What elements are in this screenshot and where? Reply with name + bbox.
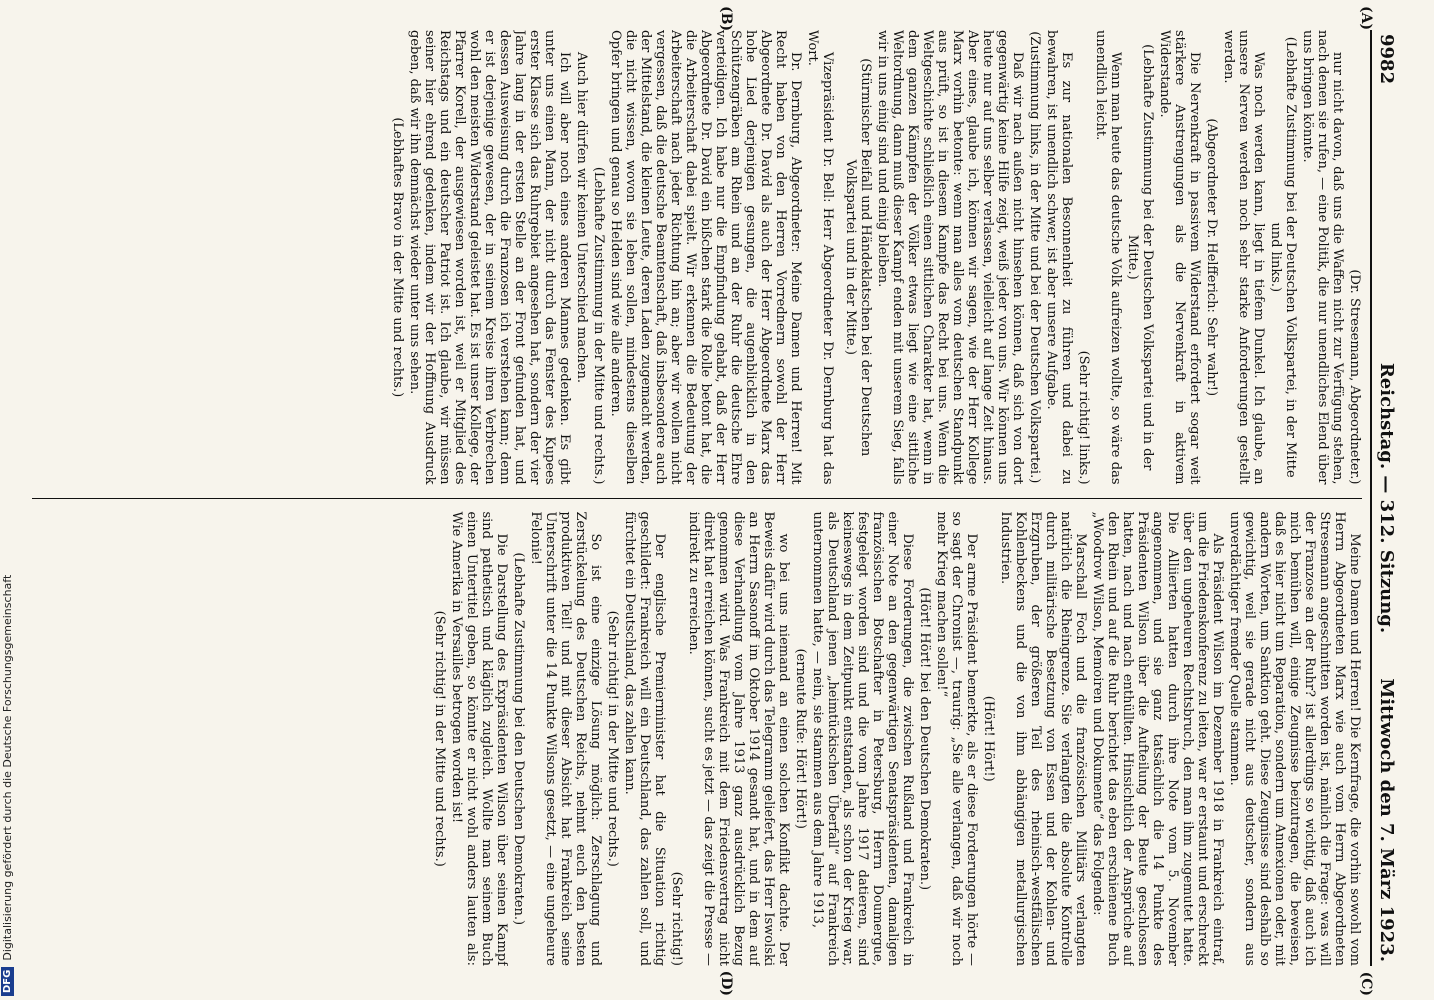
- paragraph: Marschall Foch und die französischen Militärs verlangten natürlich die Rheingrenze. Sie verlangten die absolute Kontrolle durch militärische Besetzung von Essen und der Kohlen- und Erzgruben, der größeren Teil des rheinisch-westfälischen Kohlenbeckens und die von ihm abhängigen metallurgischen Industrien.: [998, 511, 1088, 966]
- paragraph: Die Nervenkraft in passivem Widerstand erfordert sogar weit stärkere Anstrengungen als die Nervenkraft in aktivem Widerstande.: [1157, 30, 1202, 485]
- paragraph: Diese Forderungen, die zwischen Rußland und Frankreich in einer Note an den gegenwärtigen Senatspräsidenten, damaligen französischen Botschafter in Petersburg, Herrn Doumergue, festgelegt worden sind und die vom Jahre 1917 datieren, sind keineswegs in dem Zeitpunkt entstanden, als schon der Krieg war, als Deutschland jenen „heimtückischen Überfall“ auf Frankreich unternommen hatte, — nein, sie stammen aus dem Jahre 1913,: [810, 511, 915, 966]
- paragraph: Ich will aber noch eines anderen Mannes gedenken. Es gibt unter uns einen Mann, der nicht durch das Fenster des Kupees erster Klasse sich das Ruhrgebiet angesehen hat, sondern der vier Jahre lang in der ersten Stelle an der Front gefunden hat, und dessen Ausweisung durch die Franzosen ich verstehen kann; denn er ist derjenige gewesen, der in seinem Kreise ihren Verbrechen wohl den meisten Widerstand geleistet hat. Es ist unser Kollege, der Pfarrer Korell, der ausgewiesen worden ist, weil er Mitglied des Reichstags und ein deutscher Patriot ist. Ich glaube, wir müssen seiner hier ehrend gedenken, indem wir der Hoffnung Ausdruck geben, daß wir ihn demnächst wieder unter uns sehen.: [407, 30, 572, 485]
- page-header: [1370, 30, 1404, 966]
- right-column: [32, 511, 1362, 966]
- margin-marker-c: (C): [1358, 971, 1374, 996]
- text-columns: [32, 30, 1362, 966]
- paragraph: (Zustimmung links, in der Mitte und bei der Deutschen Volkspartei.): [1027, 31, 1042, 484]
- credit-text: Digitalisierung gefördert durch die Deutsche Forschungsgemeinschaft: [1, 574, 14, 961]
- paragraph: (Lebhafte Zustimmung bei der Deutschen Volkspartei, in der Mitte und links.): [1268, 36, 1298, 478]
- paragraph: (Abgeordneter Dr. Helfferich: Sehr wahr!): [1204, 118, 1219, 397]
- paragraph: Auch hier dürfen wir keinen Unterschied machen.: [574, 52, 589, 383]
- paragraph: (Sehr richtig!): [669, 871, 684, 966]
- paragraph: (Stürmischer Beifall und Händeklatschen bei der Deutschen Volkspartei und in der Mitte.): [843, 58, 873, 457]
- paragraph: Der arme Präsident bemerkte, als er diese Forderungen hörte — so sagt der Chronist —, traurig: „Sie alle verlangen, daß wir noch mehr Krieg machen sollen!“: [934, 511, 979, 966]
- paragraph: Als Präsident Wilson im Dezember 1918 in Frankreich eintraf, um die Friedenskonferenz zu leiten, war er erstaunt und erschreckt über den ungeheuren Rechtsbruch, den man ihm zugemutet hatte. Die Alliierten hatten durch ihre Note vom 5. November angenommen, und sie ganz tatsächlich die 14 Punkte des Präsidenten Wilson über die Aufteilung der Beute geschlossen hatten, nach und nach enthüllten. Hinsichtlich der Ansprüche auf den Rhein und auf die Ruhr berichtet das eben erschienene Buch „Woodrow Wilson, Memoiren und Dokumente“ das Folgende:: [1090, 511, 1225, 966]
- paragraph: wo bei uns niemand an einen solchen Konflikt dachte. Der Beweis dafür wird durch das Telegramm geliefert, das Herr Iswolski an Herrn Sasonoff im Oktober 1914 gesandt hat, und in dem auf diese Verhandlung vom Jahre 1913 ganz ausdrücklich Bezug genommen wird. Was Frankreich mit dem Friedensvertrag nicht direkt hat erreichen können, sucht es jetzt — das zeigt die Presse — indirekt zu erreichen.: [686, 511, 791, 966]
- margin-marker-d: (D): [718, 970, 734, 996]
- paragraph: Es zur nationalen Besonnenheit zu führen und dabei zu bewahren, ist unendlich schwer, ist aber unsere Aufgabe.: [1044, 30, 1074, 485]
- margin-marker-b: (B): [718, 6, 734, 32]
- paragraph: Dr. Dernburg, Abgeordneter: Meine Damen und Herren! Mit Recht haben von den Herren Vorrednern sowohl der Herr Abgeordnete Dr. David als auch der Herr Abgeordnete Marx das hohe Lied derjenigen gesungen, die augenblicklich in den Schützengräben am Rhein und an der Ruhr die deutsche Ehre verteidigen. Ich habe nur die Empfindung gehabt, daß der Herr Abgeordnete Dr. David ein bißchen stark die Rolle betont hat, die die Arbeiterschaft dabei spielt. Wir erkennen die Bedeutung der Arbeiterschaft nach jeder Richtung hin an; aber wir wollen nicht vergessen, daß die deutsche Beamtenschaft, daß insbesondere auch der Mittelstand, die kleinen Leute, deren Laden zugemacht werden, die nicht wissen, wovon sie leben sollen, mindestens dieselben Opfer bringen und genau so Helden sind wie alle anderen.: [608, 30, 803, 485]
- session-title: Reichstag. — 312. Sitzung.: [1376, 362, 1397, 634]
- paragraph: (erneute Rufe: Hört! Hört!): [793, 648, 808, 829]
- paragraph: (Hört! Hört! bei den Deutschen Demokraten.): [917, 587, 932, 891]
- paragraph: Vizepräsident Dr. Bell: Herr Abgeordneter Dr. Dernburg hat das Wort.: [805, 30, 835, 485]
- paragraph: (Lebhafte Zustimmung bei der Deutschen Volkspartei und in der Mitte.): [1125, 44, 1155, 471]
- paragraph: Meine Damen und Herren! Die Kernfrage, die vorhin sowohl vom Herrn Abgeordneten Marx wie auch vom Herrn Abgeordneten Stresemann angeschnitten worden ist, nämlich die Frage: was will der Franzose an der Ruhr? ist allerdings so wichtig, daß auch ich mich bemühen will, einige Zeugnisse beizutragen, die beweisen, daß es hier nicht um Reparation, sondern um Annexionen oder, mit andern Worten, um Sanktion geht. Diese Zeugnisse sind deshalb so gewichtig, weil sie gerade nicht aus deutscher, sondern aus unverdächtiger fremder Quelle stammen.: [1227, 511, 1362, 966]
- paragraph: Wenn man heute das deutsche Volk aufreizen wollte, so wäre das unendlich leicht.: [1093, 30, 1123, 485]
- paragraph: (Lebhafte Zustimmung in der Mitte und rechts.): [591, 166, 606, 485]
- paragraph: (Sehr richtig! in der Mitte und rechts.): [605, 610, 620, 867]
- dfg-logo: DFG: [1, 967, 14, 996]
- column-divider: [32, 498, 1362, 499]
- paragraph: (Hört! Hört!): [981, 695, 996, 782]
- session-date: Mittwoch den 7. März 1923.: [1376, 678, 1397, 962]
- paragraph: So ist eine einzige Lösung möglich: Zerschlagung und Zerstückelung des Deutschen Reichs, nehmt euch den besten produktiven Teil! und mit dieser Absicht hat Frankreich seine Unterschrift unter die 14 Punkte Wilsons gesetzt, — eine ungeheure Felonie!: [528, 511, 603, 966]
- left-column: [32, 30, 1362, 485]
- paragraph: (Dr. Stresemann, Abgeordneter.): [1347, 269, 1362, 485]
- paragraph: Daß wir nach außen nicht hinsehen können, daß sich von dort gegenwärtig keine Hilfe zeigt, weiß jeder von uns. Wir können uns heute nur auf uns selber verlassen, vielleicht auf lange Zeit hinaus. Aber eines, glaube ich, können wir sagen, wie der Herr Kollege Marx vorhin betonte: wenn man alles vom deutschen Standpunkt aus prüft, so ist in diesem Kampfe das Recht bei uns. Wenn die Weltgeschichte schließlich einen sittlichen Charakter hat, wenn in dem ganzen Kämpfen der Völker etwas liegt wie eine sittliche Weltordnung, dann muß dieser Kampf enden mit unserem Sieg, falls wir in uns einig sind und einig bleiben.: [875, 30, 1025, 485]
- digitization-credit: [1, 16, 14, 996]
- paragraph: (Sehr richtig! in der Mitte und rechts.): [432, 610, 447, 867]
- paragraph: (Sehr richtig! links.): [1076, 350, 1091, 485]
- margin-marker-a: (A): [1358, 6, 1374, 31]
- paragraph: nur nicht davon, daß uns die Waffen nicht zur Verfügung stehen, nach denen sie rufen, — eine Politik, die nur unendliches Elend über uns bringen könnte.: [1300, 30, 1345, 485]
- paragraph: (Lebhafte Zustimmung bei den Deutschen Demokraten.): [511, 552, 526, 926]
- paragraph: Die Darstellung des Expräsidenten Wilson über seinen Kampf sind pathetisch und kläglich zugleich. Wollte man seinem Buch einen Untertitel geben, so könnte er nicht wohl anders lauten als: Wie Amerika in Versailles betrogen worden ist!: [449, 511, 509, 966]
- paragraph: (Lebhaftes Bravo in der Mitte und rechts.): [390, 117, 405, 398]
- paragraph: Der englische Premierminister hat die Situation richtig geschildert: Frankreich will ein Deutschland, das zahlen soll, und fürchtet ein Deutschland, das zahlen kann.: [622, 511, 667, 966]
- paragraph: Was noch werden kann, liegt in tiefem Dunkel. Ich glaube, an unsere Nerven werden noch sehr starke Anforderungen gestellt werden.: [1221, 30, 1266, 485]
- page-number: 9982: [1376, 34, 1397, 85]
